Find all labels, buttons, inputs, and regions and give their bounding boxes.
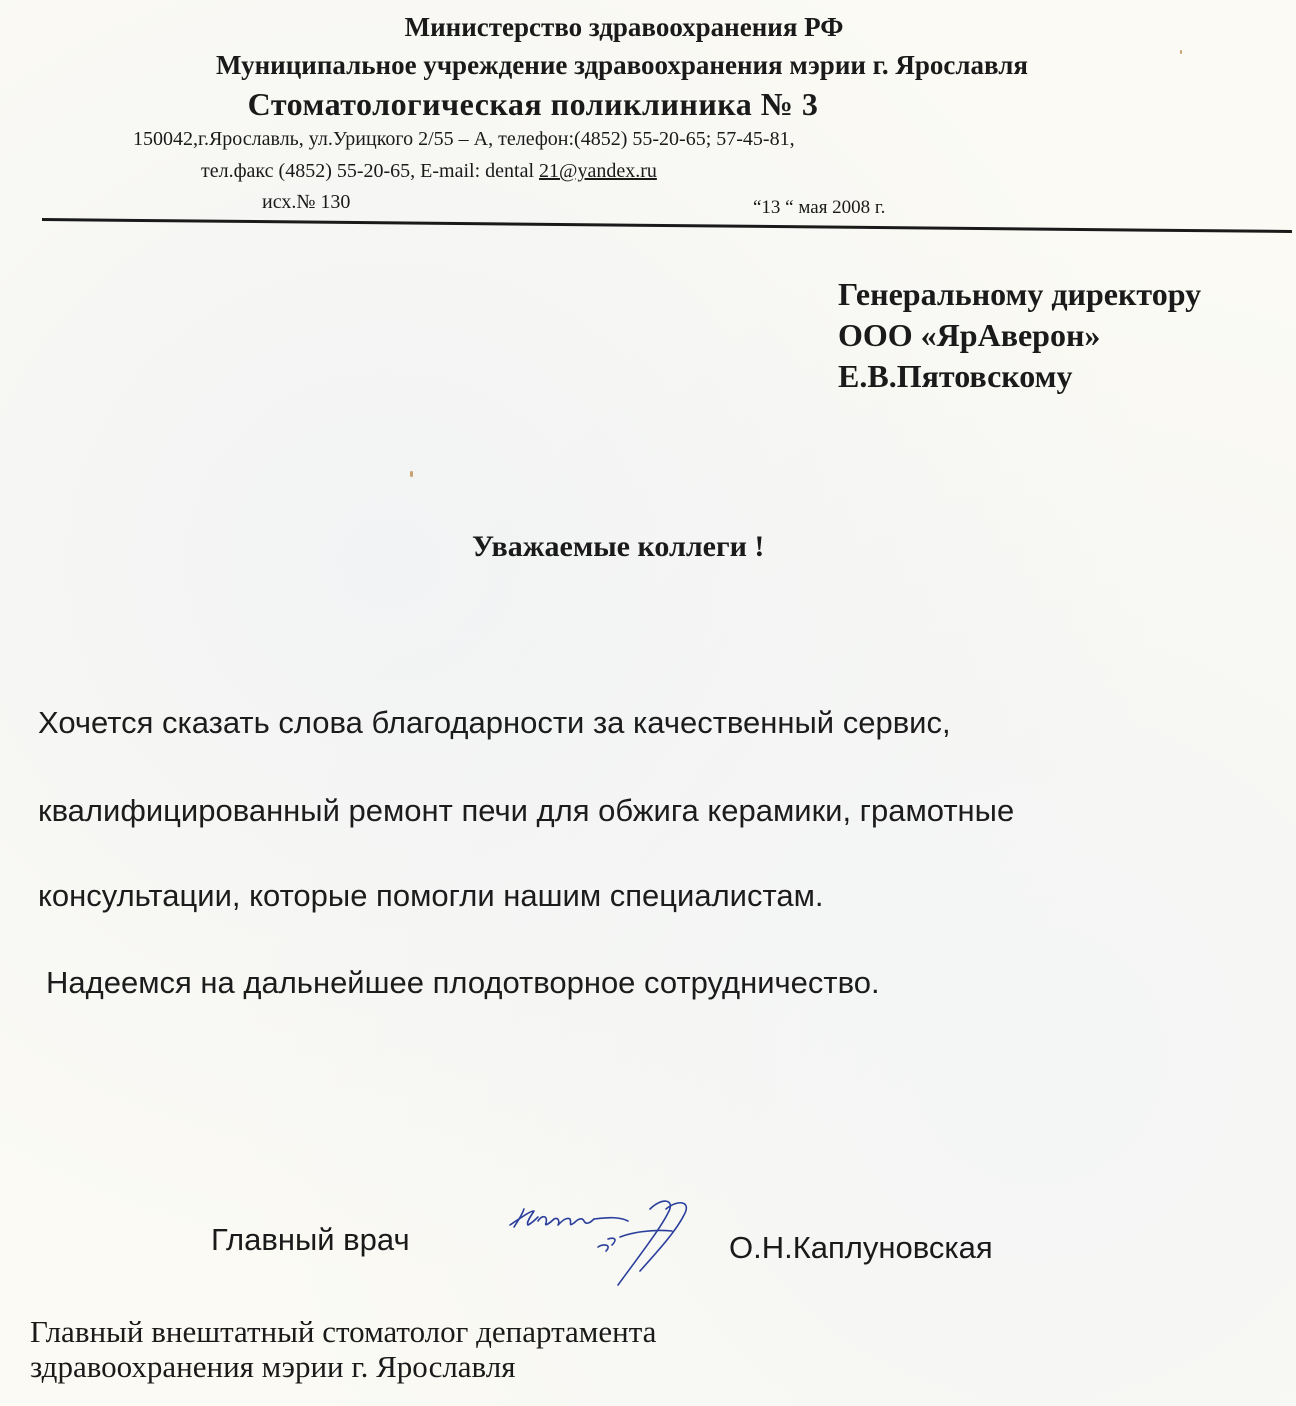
fax-email-text: тел.факс (4852) 55-20-65, E-mail: dental bbox=[201, 160, 540, 182]
addressee-title: Генеральному директору bbox=[838, 276, 1202, 312]
addressee-block bbox=[838, 274, 1201, 397]
clinic-heading: Стоматологическая поликлиника № 3 bbox=[247, 86, 819, 122]
body-line: Надеемся на дальнейшее плодотворное сотрудничество. bbox=[46, 965, 880, 1000]
footer-block bbox=[30, 1314, 656, 1384]
addressee-company: ООО «ЯрАверон» bbox=[838, 317, 1101, 353]
municipal-heading: Муниципальное учреждение здравоохранения мэрии г. Ярославля bbox=[215, 50, 1029, 80]
body-line: Хочется сказать слова благодарности за качественный сервис, bbox=[38, 705, 951, 740]
handwritten-signature bbox=[500, 1195, 700, 1295]
ministry-heading: Министерство здравоохранения РФ bbox=[404, 12, 844, 42]
body-line: консультации, которые помогли нашим специалистам. bbox=[38, 878, 824, 913]
letter-date: “13 “ мая 2008 г. bbox=[753, 197, 886, 218]
email-link[interactable]: 21@yandex.ru bbox=[539, 160, 657, 182]
paper-speck bbox=[1180, 50, 1182, 54]
paper-speck bbox=[410, 471, 413, 477]
address-line: 150042,г.Ярославль, ул.Урицкого 2/55 – А, телефон:(4852) 55-20-65; 57-45-81, bbox=[133, 128, 795, 150]
signer-position: Главный врач bbox=[211, 1222, 410, 1257]
outgoing-number: исх.№ 130 bbox=[262, 191, 351, 213]
body-line: квалифицированный ремонт печи для обжига керамики, грамотные bbox=[38, 793, 1015, 828]
footer-line: здравоохранения мэрии г. Ярославля bbox=[30, 1349, 516, 1384]
salutation: Уважаемые коллеги ! bbox=[472, 530, 765, 563]
addressee-name: Е.В.Пятовскому bbox=[838, 358, 1073, 394]
contact-line bbox=[201, 160, 657, 183]
header-divider bbox=[42, 218, 1292, 233]
signer-name: О.Н.Каплуновская bbox=[729, 1230, 993, 1265]
footer-line: Главный внештатный стоматолог департамента bbox=[30, 1314, 657, 1349]
